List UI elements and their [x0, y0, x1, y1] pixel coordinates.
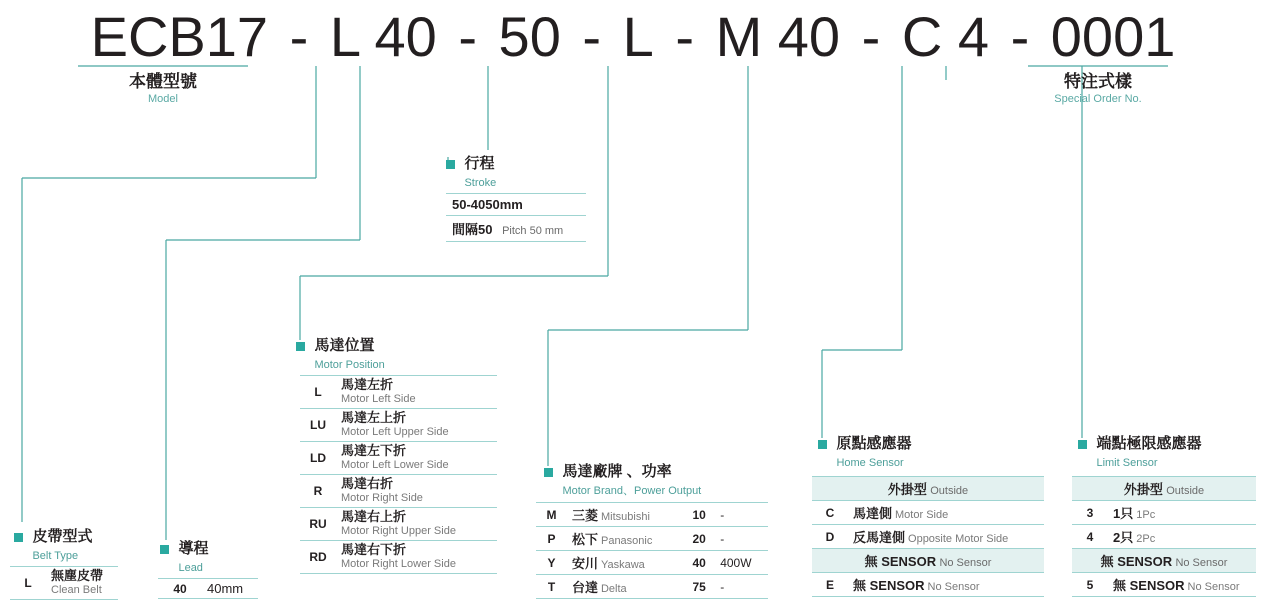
- belt-type-marker-icon: [14, 533, 23, 542]
- limit-sensor-value-en: No Sensor: [1187, 581, 1240, 593]
- limit-sensor-value: [1108, 573, 1256, 597]
- home-sensor-value-en: Motor Side: [895, 509, 949, 521]
- home-sensor-value: [848, 501, 1044, 525]
- motor-position-key: LD: [300, 442, 336, 475]
- table-row: [1072, 525, 1256, 549]
- motor-position-value: [336, 442, 497, 475]
- limit-sensor-table: [1072, 476, 1256, 597]
- table-row: [536, 503, 768, 527]
- code-segment-motor-brand: M 40: [715, 5, 841, 68]
- limit-sensor-value-zh: 2只: [1113, 530, 1134, 545]
- home-sensor-header-en: Home Sensor: [836, 457, 904, 469]
- home-sensor-table: [812, 476, 1044, 597]
- table-row: [536, 527, 768, 551]
- model-title: [78, 72, 248, 106]
- power-value-text: -: [720, 507, 725, 522]
- motor-brand-value-en: Panasonic: [600, 535, 653, 547]
- motor-brand-value: [567, 527, 683, 551]
- special-order-title-en: Special Order No.: [1054, 93, 1142, 105]
- lead-table: [158, 578, 258, 599]
- table-row: [300, 508, 497, 541]
- code-dash-1: -: [289, 5, 309, 68]
- motor-position-header: [296, 337, 385, 373]
- code-dash-5: -: [861, 5, 881, 68]
- model-title-en: Model: [148, 93, 178, 105]
- motor-position-value-zh: 馬達左折: [341, 377, 394, 392]
- motor-position-key: R: [300, 475, 336, 508]
- stroke-pitch-zh: 間隔50: [452, 222, 493, 237]
- power-value: [715, 575, 768, 599]
- home-sensor-key: E: [812, 573, 848, 597]
- belt-type-key: L: [10, 567, 46, 600]
- power-key: 75: [683, 575, 715, 599]
- limit-sensor-value: [1108, 501, 1256, 525]
- lead-header-zh: 導程: [178, 540, 209, 557]
- motor-brand-key: M: [536, 503, 567, 527]
- limit-sensor-band-zh: 外掛型: [1123, 482, 1163, 497]
- limit-sensor-value-en: 1Pc: [1136, 509, 1156, 521]
- code-dash-3: -: [582, 5, 602, 68]
- limit-sensor-band: [1072, 477, 1256, 501]
- limit-sensor-value-zh: 無 SENSOR: [1113, 578, 1185, 593]
- limit-sensor-key: 4: [1072, 525, 1108, 549]
- table-row: [536, 575, 768, 599]
- motor-position-header-zh: 馬達位置: [314, 337, 375, 354]
- lead-value-text: 40mm: [207, 581, 244, 596]
- limit-sensor-header-en: Limit Sensor: [1096, 457, 1158, 469]
- power-key: 10: [683, 503, 715, 527]
- table-row: [812, 501, 1044, 525]
- lead-header: [160, 540, 208, 576]
- power-value-text: -: [720, 579, 725, 594]
- table-row: [300, 409, 497, 442]
- motor-position-key: L: [300, 376, 336, 409]
- lead-header-en: Lead: [178, 562, 203, 574]
- table-row: [158, 579, 258, 599]
- motor-position-key: LU: [300, 409, 336, 442]
- motor-position-key: RU: [300, 508, 336, 541]
- model-title-zh: 本體型號: [129, 72, 197, 91]
- table-row: [300, 541, 497, 574]
- home-sensor-value-en: No Sensor: [927, 581, 980, 593]
- belt-type-header-en: Belt Type: [32, 550, 79, 562]
- motor-brand-table: [536, 502, 768, 599]
- code-segment-sensors: C 4: [901, 5, 989, 68]
- home-sensor-key: C: [812, 501, 848, 525]
- motor-position-value-zh: 馬達右上折: [341, 509, 407, 524]
- belt-type-header-zh: 皮帶型式: [32, 528, 93, 545]
- stroke-header-zh: 行程: [464, 155, 495, 172]
- limit-sensor-value-zh: 1只: [1113, 506, 1134, 521]
- table-row: [1072, 501, 1256, 525]
- motor-brand-value: [567, 551, 683, 575]
- table-row: [812, 573, 1044, 597]
- motor-brand-value-zh: 台達: [571, 580, 598, 595]
- motor-position-value-zh: 馬達右折: [341, 476, 394, 491]
- motor-position-value-en: Motor Right Lower Side: [341, 558, 456, 570]
- power-value: [715, 503, 768, 527]
- table-row-band: [1072, 549, 1256, 573]
- motor-position-value: [336, 541, 497, 574]
- home-sensor-marker-icon: [818, 440, 827, 449]
- table-row-band: [1072, 477, 1256, 501]
- stroke-pitch-row: [446, 216, 586, 242]
- code-segment-model: ECB17: [90, 5, 269, 68]
- code-segment-belt-lead: L 40: [329, 5, 437, 68]
- limit-sensor-header: [1078, 435, 1201, 471]
- motor-position-value-en: Motor Right Side: [341, 492, 423, 504]
- table-row: [300, 442, 497, 475]
- code-segment-special-order: 0001: [1050, 5, 1176, 68]
- table-row-band: [812, 477, 1044, 501]
- motor-brand-key: Y: [536, 551, 567, 575]
- home-sensor-header-zh: 原點感應器: [836, 435, 912, 452]
- power-value: [715, 551, 768, 575]
- stroke-range-row: [446, 193, 586, 216]
- code-dash-6: -: [1010, 5, 1030, 68]
- limit-sensor-band-en: Outside: [1166, 485, 1205, 497]
- motor-position-key: RD: [300, 541, 336, 574]
- product-code: [0, 4, 1266, 69]
- table-row: [300, 376, 497, 409]
- home-sensor-band2-en: No Sensor: [939, 557, 992, 569]
- motor-position-value: [336, 376, 497, 409]
- motor-position-value: [336, 475, 497, 508]
- motor-position-value: [336, 508, 497, 541]
- belt-type-value-zh: 無塵皮帶: [51, 568, 104, 583]
- limit-sensor-band2: [1072, 549, 1256, 573]
- motor-brand-value: [567, 575, 683, 599]
- motor-brand-header-en: Motor Brand、Power Output: [562, 485, 702, 497]
- code-segment-stroke: 50: [498, 5, 561, 68]
- stroke-table: [446, 193, 586, 242]
- stroke-header: [446, 155, 496, 191]
- power-value-text: 400W: [720, 555, 752, 570]
- table-row: [536, 551, 768, 575]
- table-row-band: [812, 549, 1044, 573]
- table-row: [812, 525, 1044, 549]
- limit-sensor-band2-en: No Sensor: [1175, 557, 1228, 569]
- home-sensor-band-en: Outside: [930, 485, 969, 497]
- motor-brand-value-en: Yaskawa: [600, 559, 645, 571]
- limit-sensor-value-en: 2Pc: [1136, 533, 1156, 545]
- motor-position-value: [336, 409, 497, 442]
- power-value: [715, 527, 768, 551]
- motor-position-value-zh: 馬達左上折: [341, 410, 407, 425]
- power-value-text: -: [720, 531, 725, 546]
- home-sensor-band: [812, 477, 1044, 501]
- home-sensor-band2-zh: 無 SENSOR: [864, 554, 937, 569]
- motor-brand-value-en: Delta: [600, 583, 627, 595]
- limit-sensor-band2-zh: 無 SENSOR: [1100, 554, 1173, 569]
- special-order-title: [1028, 72, 1168, 106]
- limit-sensor-header-zh: 端點極限感應器: [1096, 435, 1202, 452]
- power-key: 20: [683, 527, 715, 551]
- lead-marker-icon: [160, 545, 169, 554]
- limit-sensor-value: [1108, 525, 1256, 549]
- home-sensor-key: D: [812, 525, 848, 549]
- motor-brand-value-zh: 松下: [571, 532, 598, 547]
- home-sensor-value-zh: 反馬達側: [853, 530, 906, 545]
- motor-position-value-zh: 馬達右下折: [341, 542, 407, 557]
- limit-sensor-marker-icon: [1078, 440, 1087, 449]
- home-sensor-band2: [812, 549, 1044, 573]
- code-dash-4: -: [675, 5, 694, 68]
- power-key: 40: [683, 551, 715, 575]
- home-sensor-band-zh: 外掛型: [887, 482, 927, 497]
- lead-key: 40: [158, 579, 202, 599]
- home-sensor-header: [818, 435, 911, 471]
- limit-sensor-key: 5: [1072, 573, 1108, 597]
- motor-position-table: [300, 375, 497, 574]
- home-sensor-value: [848, 573, 1044, 597]
- stroke-pitch-en: Pitch 50 mm: [502, 225, 564, 237]
- code-dash-2: -: [458, 5, 477, 68]
- motor-brand-value-zh: 安川: [571, 556, 598, 571]
- stroke-header-en: Stroke: [464, 177, 497, 189]
- special-order-title-zh: 特注式樣: [1064, 72, 1132, 91]
- stroke-marker-icon: [446, 160, 455, 169]
- motor-brand-marker-icon: [544, 468, 553, 477]
- motor-position-value-en: Motor Left Side: [341, 393, 416, 405]
- table-row: [300, 475, 497, 508]
- motor-brand-value: [567, 503, 683, 527]
- home-sensor-value-en: Opposite Motor Side: [908, 533, 1009, 545]
- limit-sensor-key: 3: [1072, 501, 1108, 525]
- belt-type-value-en: Clean Belt: [51, 584, 102, 596]
- motor-position-value-en: Motor Right Upper Side: [341, 525, 456, 537]
- home-sensor-value-zh: 馬達側: [853, 506, 893, 521]
- home-sensor-value-zh: 無 SENSOR: [853, 578, 925, 593]
- motor-brand-header-zh: 馬達廠牌 、功率: [562, 463, 672, 480]
- stroke-range: 50-4050mm: [452, 197, 523, 212]
- motor-brand-value-en: Mitsubishi: [600, 511, 650, 523]
- belt-type-table: [10, 566, 118, 600]
- motor-position-value-zh: 馬達左下折: [341, 443, 407, 458]
- belt-type-header: [14, 528, 92, 564]
- motor-position-header-en: Motor Position: [314, 359, 385, 371]
- belt-type-value: [46, 567, 118, 600]
- code-segment-motor-position: L: [622, 5, 654, 68]
- motor-position-marker-icon: [296, 342, 305, 351]
- motor-brand-header: [544, 463, 701, 499]
- motor-brand-key: P: [536, 527, 567, 551]
- motor-brand-value-zh: 三菱: [571, 508, 598, 523]
- motor-position-value-en: Motor Left Upper Side: [341, 426, 449, 438]
- motor-position-value-en: Motor Left Lower Side: [341, 459, 449, 471]
- table-row: [1072, 573, 1256, 597]
- table-row: [10, 567, 118, 600]
- lead-value: [202, 579, 258, 599]
- home-sensor-value: [848, 525, 1044, 549]
- motor-brand-key: T: [536, 575, 567, 599]
